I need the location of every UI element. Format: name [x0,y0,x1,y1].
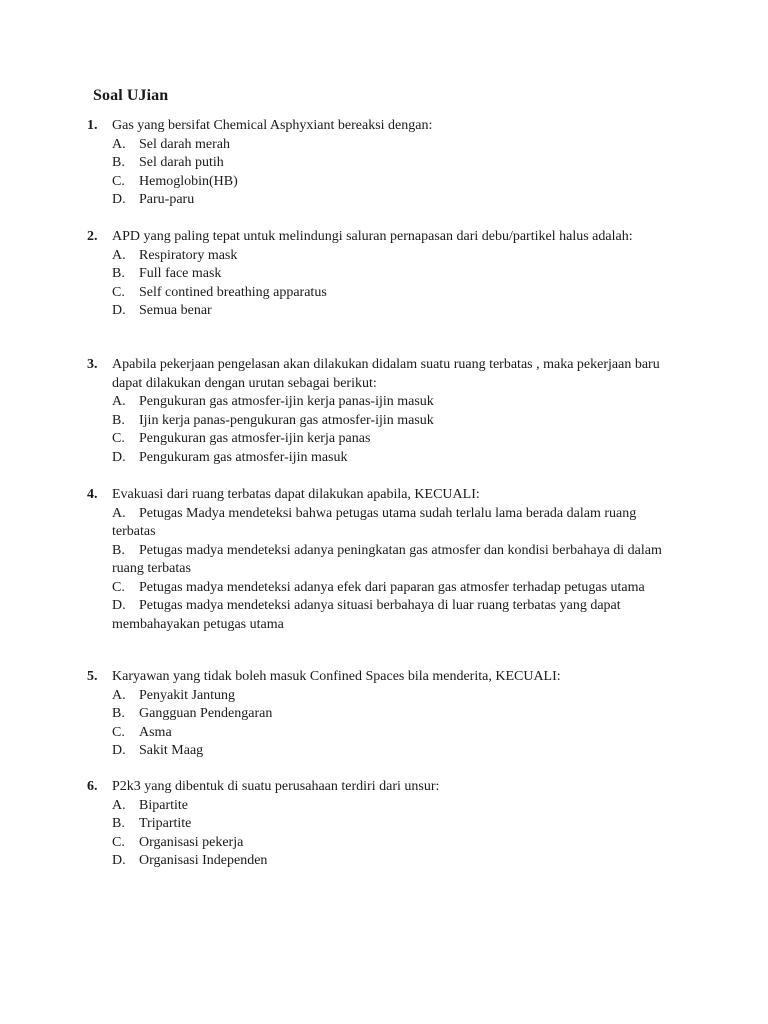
option-a [112,687,768,706]
page-title: Soal UJian [93,87,169,104]
option-text: Respiratory mask [139,247,238,263]
option-text: Bipartite [139,797,188,813]
option-text: Sel darah putih [139,155,224,170]
option-letter: B. [112,706,125,721]
question-6 [0,778,768,871]
option-letter: D. [112,192,126,207]
option-letter: A. [112,505,126,521]
option-letter: B. [112,412,125,428]
option-text: Petugas madya mendeteksi adanya peningkatan gas atmosfer dan kondisi berbahaya di dalam ruang terbatas [112,542,662,576]
option-letter: B. [112,542,125,558]
option-text: Pengukuran gas atmosfer-ijin kerja panas [139,431,371,446]
option-b [112,154,768,173]
option-letter: C. [112,579,125,595]
option-b [112,815,768,834]
option-letter: A. [112,687,126,703]
option-text: Gangguan Pendengaran [139,706,273,721]
option-d [112,191,768,210]
option-b [112,705,768,724]
option-text: Petugas Madya mendeteksi bahwa petugas utama sudah terlalu lama berada dalam ruang terbatas [112,505,637,539]
option-a [112,393,768,412]
option-letter: C. [112,431,125,446]
question-2 [0,228,768,321]
option-letter: C. [112,724,125,740]
option-a [112,505,677,542]
option-text: Hemoglobin(HB) [139,173,238,189]
option-text: Petugas madya mendeteksi adanya situasi berbahaya di luar ruang terbatas yang dapat membahayakan petugas utama [112,598,621,632]
question-number: 6. [87,779,98,794]
option-letter: C. [112,834,125,850]
question-3 [0,356,768,467]
option-text: Asma [139,724,172,740]
question-text: Gas yang bersifat Chemical Asphyxiant bereaksi dengan: [112,118,433,133]
option-text: Self contined breathing apparatus [139,284,327,300]
question-number: 1. [87,118,98,133]
question-4 [0,486,768,634]
option-b [112,265,768,284]
option-text: Sakit Maag [139,743,204,758]
option-c [112,724,768,743]
option-c [112,579,677,598]
option-text: Full face mask [139,266,222,281]
option-text: Organisasi Independen [139,853,268,868]
option-letter: B. [112,266,125,281]
option-a [112,797,768,816]
option-a [112,247,768,266]
question-text: Apabila pekerjaan pengelasan akan dilakukan didalam suatu ruang terbatas , maka pekerjaan baru dapat dilakukan dengan urutan sebagai berikut: [112,357,660,391]
option-text: Sel darah merah [139,136,230,152]
option-b [112,412,768,431]
option-a [112,136,768,155]
option-d [112,742,768,761]
question-text: APD yang paling tepat untuk melindungi saluran pernapasan dari debu/partikel halus adalah: [112,229,633,244]
option-d [112,852,768,871]
question-number: 5. [87,669,98,684]
question-text: P2k3 yang dibentuk di suatu perusahaan terdiri dari unsur: [112,779,440,794]
option-c [112,834,768,853]
option-letter: A. [112,247,126,263]
option-letter: B. [112,816,125,831]
option-c [112,284,768,303]
option-text: Penyakit Jantung [139,687,236,703]
question-1 [0,117,768,210]
option-letter: A. [112,394,126,409]
option-text: Semua benar [139,303,212,318]
option-letter: D. [112,598,126,613]
option-letter: A. [112,136,126,152]
option-d [112,597,677,634]
question-number: 2. [87,229,98,244]
option-d [112,302,768,321]
option-letter: D. [112,853,126,868]
option-letter: C. [112,173,125,189]
option-letter: D. [112,303,126,318]
option-text: Paru-paru [139,192,195,207]
option-d [112,449,768,468]
option-text: Petugas madya mendeteksi adanya efek dari paparan gas atmosfer terhadap petugas utama [139,579,645,595]
option-text: Pengukuran gas atmosfer-ijin kerja panas-ijin masuk [139,394,434,409]
option-letter: B. [112,155,125,170]
question-number: 4. [87,487,98,502]
option-letter: C. [112,284,125,300]
option-letter: A. [112,797,126,813]
question-number: 3. [87,357,98,372]
option-letter: D. [112,743,126,758]
option-b [112,542,677,579]
option-letter: D. [112,449,126,465]
option-text: Tripartite [139,816,192,831]
option-c [112,173,768,192]
question-5 [0,668,768,761]
option-text: Ijin kerja panas-pengukuran gas atmosfer-ijin masuk [139,412,434,428]
option-c [112,430,768,449]
question-text: Evakuasi dari ruang terbatas dapat dilakukan apabila, KECUALI: [112,487,480,502]
option-text: Pengukuram gas atmosfer-ijin masuk [139,449,348,465]
option-text: Organisasi pekerja [139,834,244,850]
question-text: Karyawan yang tidak boleh masuk Confined Spaces bila menderita, KECUALI: [112,669,561,684]
